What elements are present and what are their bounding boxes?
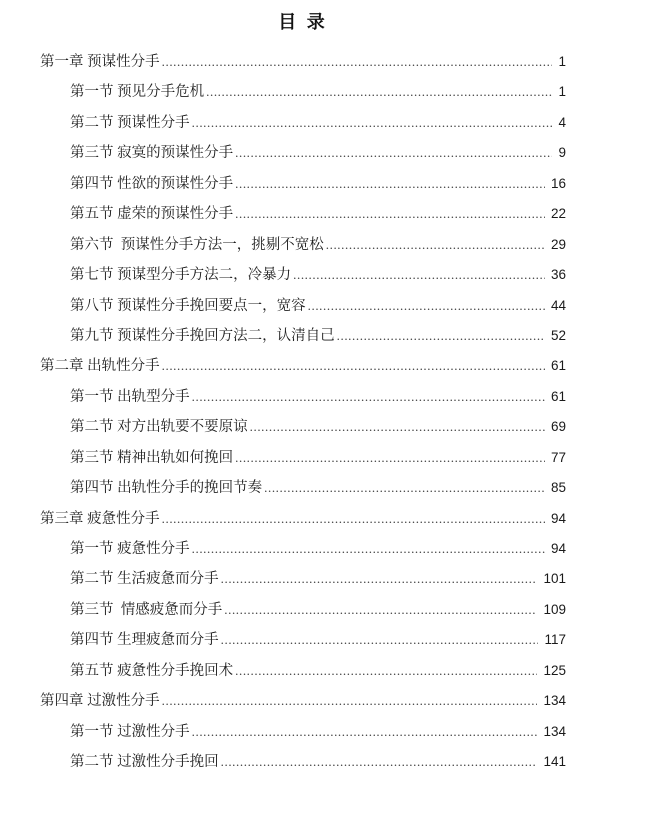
toc-entry[interactable] xyxy=(40,504,566,534)
dot-leader xyxy=(162,47,553,77)
toc-entry[interactable] xyxy=(40,473,566,503)
dot-leader xyxy=(192,108,553,138)
toc-entry-page-number: 29 xyxy=(550,236,566,252)
dot-leader xyxy=(293,260,545,290)
toc-entry-label: 第二节 生活疲惫而分手 xyxy=(70,571,219,588)
toc-entry-label: 第六节 预谋性分手方法一，挑剔不宽松 xyxy=(70,236,324,253)
toc-entry-page-number: 94 xyxy=(550,541,566,556)
toc-entry-page-number: 36 xyxy=(550,267,566,283)
toc-entry-page-number: 61 xyxy=(550,358,566,374)
toc-entry-label: 第四节 出轨性分手的挽回节奏 xyxy=(70,480,263,497)
toc-entry-label: 第九节 预谋性分手挽回方法二，认清自己 xyxy=(70,327,335,344)
dot-leader xyxy=(162,351,545,381)
toc-entry[interactable] xyxy=(40,686,566,716)
dot-leader xyxy=(235,443,545,473)
dot-leader xyxy=(308,291,545,321)
toc-entry-page-number: 61 xyxy=(550,388,566,404)
page-title: 目 录 xyxy=(278,12,328,32)
toc-entry-label: 第五节 虚荣的预谋性分手 xyxy=(70,206,234,223)
toc-entry-page-number: 1 xyxy=(558,54,566,69)
toc-entry[interactable] xyxy=(40,138,566,168)
dot-leader xyxy=(235,138,552,168)
dot-leader xyxy=(221,564,538,594)
toc-entry-page-number: 9 xyxy=(558,145,566,161)
toc-entry-label: 第一章 预谋性分手 xyxy=(40,54,160,70)
dot-leader xyxy=(235,656,537,686)
toc-entry[interactable] xyxy=(40,412,566,442)
toc-entry[interactable] xyxy=(40,351,566,381)
toc-entry[interactable] xyxy=(40,291,566,321)
toc-entry-label: 第三节 情感疲惫而分手 xyxy=(70,601,223,618)
toc-entry-page-number: 94 xyxy=(550,510,566,526)
toc-entry-page-number: 134 xyxy=(543,723,566,739)
toc-entry[interactable] xyxy=(40,747,566,777)
dot-leader xyxy=(162,686,538,716)
toc-entry[interactable] xyxy=(40,199,566,229)
dot-leader xyxy=(221,625,539,655)
dot-leader xyxy=(235,199,545,229)
toc-entry-label: 第二节 预谋性分手 xyxy=(70,114,190,131)
toc-entry-page-number: 134 xyxy=(543,693,566,709)
toc-entry-page-number: 22 xyxy=(550,206,566,222)
dot-leader xyxy=(192,534,545,564)
toc-entry-page-number: 77 xyxy=(550,449,566,465)
toc-entry-label: 第三节 精神出轨如何挽回 xyxy=(70,449,234,466)
toc-entry-label: 第二节 过激性分手挽回 xyxy=(70,754,219,771)
toc-entry[interactable] xyxy=(40,321,566,351)
toc-entry[interactable] xyxy=(40,382,566,412)
toc-entry-page-number: 101 xyxy=(543,571,566,587)
toc-entry[interactable] xyxy=(40,534,566,564)
toc-entry-page-number: 16 xyxy=(550,175,566,191)
toc-entry-label: 第五节 疲惫性分手挽回术 xyxy=(70,662,234,679)
toc-entry[interactable] xyxy=(40,717,566,747)
toc-entry-page-number: 125 xyxy=(543,662,566,678)
toc-entry-page-number: 44 xyxy=(550,297,566,313)
toc-entry-page-number: 1 xyxy=(558,84,566,100)
toc-entry-page-number: 69 xyxy=(550,419,566,435)
toc-entry-page-number: 141 xyxy=(543,754,566,770)
dot-leader xyxy=(235,169,545,199)
toc-entry[interactable] xyxy=(40,564,566,594)
toc-entry-label: 第一节 出轨型分手 xyxy=(70,388,190,405)
toc-entry[interactable] xyxy=(40,260,566,290)
toc-entry[interactable] xyxy=(40,169,566,199)
toc-entry[interactable] xyxy=(40,443,566,473)
toc-entry-page-number: 109 xyxy=(543,601,566,617)
dot-leader xyxy=(337,321,545,351)
dot-leader xyxy=(192,717,538,747)
dot-leader xyxy=(326,230,545,260)
toc-entry[interactable] xyxy=(40,595,566,625)
toc-entry-label: 第七节 预谋型分手方法二，冷暴力 xyxy=(70,267,292,284)
toc-entry-page-number: 52 xyxy=(550,327,566,343)
toc-entry-label: 第八节 预谋性分手挽回要点一，宽容 xyxy=(70,297,306,314)
toc-entry-label: 第一节 过激性分手 xyxy=(70,723,190,740)
toc-entry-label: 第一节 预见分手危机 xyxy=(70,84,205,101)
toc-entry[interactable] xyxy=(40,47,566,77)
dot-leader xyxy=(221,747,538,777)
dot-leader xyxy=(224,595,537,625)
toc-entry-page-number: 4 xyxy=(558,114,566,130)
toc-list xyxy=(40,47,566,778)
toc-entry[interactable] xyxy=(40,77,566,107)
dot-leader xyxy=(264,473,545,503)
dot-leader xyxy=(162,504,545,534)
toc-entry-label: 第四节 生理疲惫而分手 xyxy=(70,632,219,649)
dot-leader xyxy=(192,382,545,412)
toc-entry-label: 第四章 过激性分手 xyxy=(40,693,160,710)
toc-entry[interactable] xyxy=(40,108,566,138)
dot-leader xyxy=(206,77,552,107)
toc-entry-label: 第三章 疲惫性分手 xyxy=(40,510,160,527)
toc-entry-label: 第四节 性欲的预谋性分手 xyxy=(70,175,234,192)
dot-leader xyxy=(250,412,545,442)
toc-entry[interactable] xyxy=(40,625,566,655)
toc-entry-page-number: 117 xyxy=(544,632,566,648)
toc-entry-page-number: 85 xyxy=(550,480,566,496)
toc-entry-label: 第二章 出轨性分手 xyxy=(40,358,160,375)
toc-entry-label: 第二节 对方出轨要不要原谅 xyxy=(70,419,248,436)
toc-entry-label: 第三节 寂寞的预谋性分手 xyxy=(70,145,234,162)
toc-entry[interactable] xyxy=(40,230,566,260)
toc-entry[interactable] xyxy=(40,656,566,686)
toc-entry-label: 第一节 疲惫性分手 xyxy=(70,541,190,557)
